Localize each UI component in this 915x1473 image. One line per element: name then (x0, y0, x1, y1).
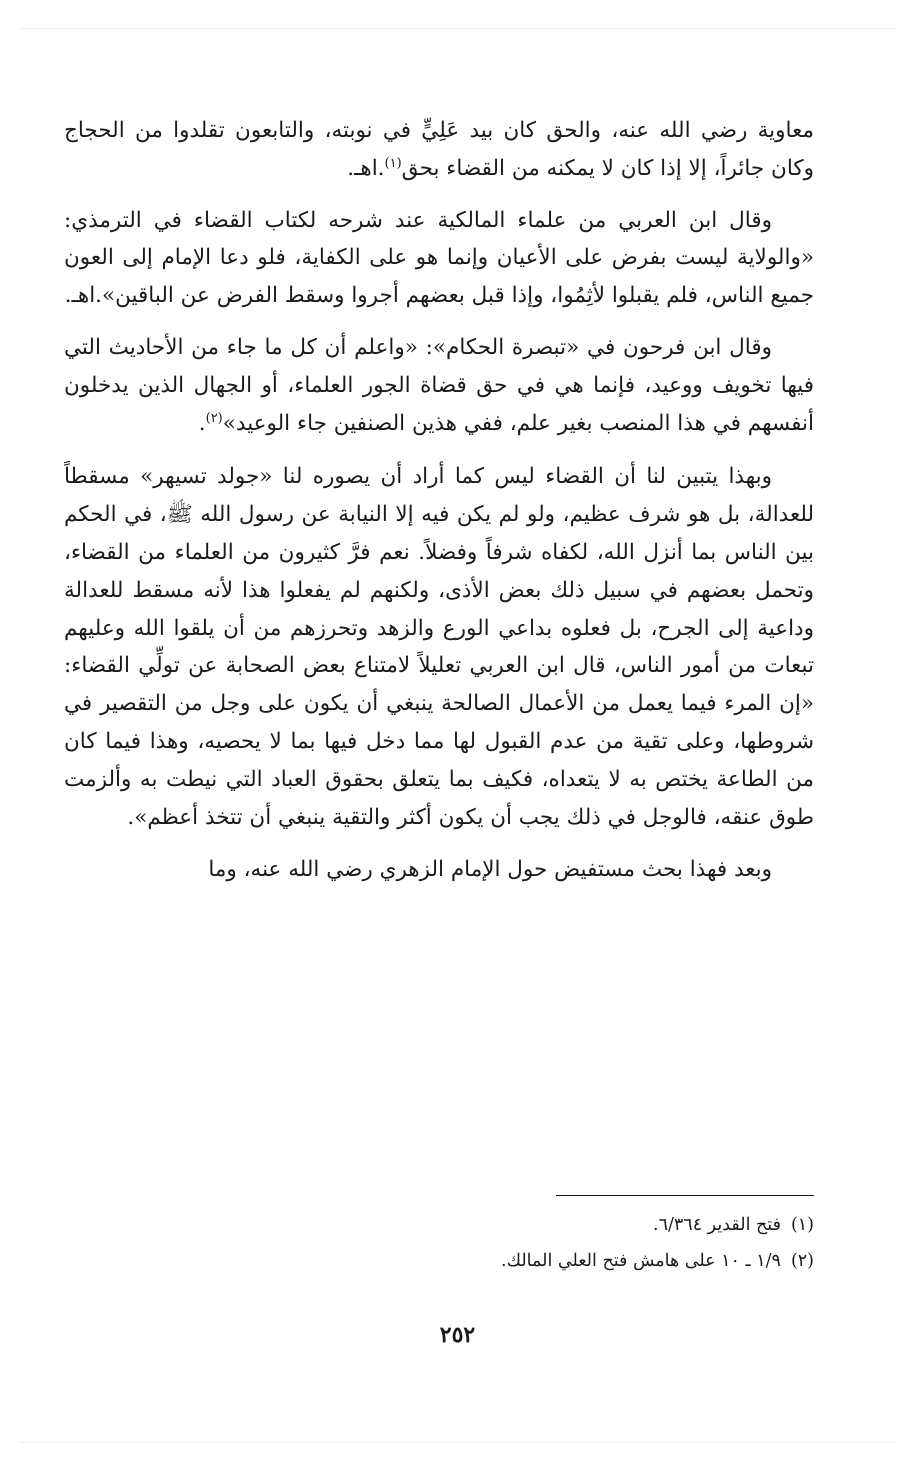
scan-edge-bottom (20, 1442, 895, 1443)
footnote-1 (64, 1207, 814, 1243)
paragraph-4: وبهذا يتبين لنا أن القضاء ليس كما أراد أن يصوره لنا «جولد تسيهر» مسقطاً للعدالة، بل هو شرف عظيم، ولو لم يكن فيه إلا النيابة عن رسول الله ﷺ، في الحكم بين الناس بما أنزل الله، لكفاه شرفاً وفضلاً. نعم فرَّ كثيرون من العلماء من القضاء، وتحمل بعضهم في سبيل ذلك بعض الأذى، ولكنهم لم يفعلوا هذا لأنه مسقط للعدالة وداعية إلى الجرح، بل فعلوه بداعي الورع والزهد وتحرزهم من أن يلقوا الله وعليهم تبعات من أمور الناس، قال ابن العربي تعليلاً لامتناع بعض الصحابة عن تولِّي القضاء: «إن المرء فيما يعمل من الأعمال الصالحة ينبغي أن يكون على وجل من التقصير في شروطها، وعلى تقية من عدم القبول لها مما دخل فيها بما لا يحصيه، وهذا فيما كان من الطاعة يختص به لا يتعداه، فكيف بما يتعلق بحقوق العباد التي نيطت به وألزمت طوق عنقه، فالوجل في ذلك يجب أن يكون أكثر والتقية ينبغي أن تتخذ أعظم». (64, 464, 814, 830)
paragraph-2: وقال ابن العربي من علماء المالكية عند شرحه لكتاب القضاء في الترمذي: «والولاية ليست بفرض على الأعيان وإنما هو على الكفاية، فلو دعا الإمام إلى العون جميع الناس، فلم يقبلوا لأثِمُوا، وإذا قبل بعضهم أجروا وسقط الفرض عن الباقين».اهـ. (64, 207, 814, 309)
footnote-ref-1[interactable]: (١) (384, 155, 402, 171)
footnotes (64, 1207, 814, 1279)
paragraph-1 (64, 112, 814, 188)
paragraph-1-text: معاوية رضي الله عنه، والحق كان بيد عَلِيٍّ في نوبته، والتابعون تقلدوا من الحجاج وكان جائراً، إلا إذا كان لا يمكنه من القضاء بحق (64, 118, 814, 181)
footnote-2-text: ١/٩ ـ ١٠ على هامش فتح العلي المالك. (501, 1251, 781, 1271)
main-text (64, 112, 814, 889)
footnote-1-number: (١) (790, 1215, 814, 1235)
footnote-ref-2[interactable]: (٢) (205, 410, 223, 426)
paragraph-1-end: .اهـ. (347, 155, 385, 181)
paragraph-3-text: وقال ابن فرحون في «تبصرة الحكام»: «واعلم أن كل ما جاء من الأحاديث التي فيها تخويف ووعيد، فإنما هي في حق قضاة الجور العلماء، أو الجهال الذين يدخلون أنفسهم في هذا المنصب بغير علم، ففي هذين الصنفين جاء الوعيد» (64, 334, 814, 436)
scan-edge-top (20, 28, 895, 29)
footnote-separator (556, 1195, 814, 1196)
footnote-2-number: (٢) (790, 1251, 814, 1271)
paragraph-3 (64, 329, 814, 442)
footnote-1-text: فتح القدير ٦/٣٦٤. (653, 1215, 781, 1235)
paragraph-3-end: . (198, 410, 206, 436)
page-number: ٢٥٢ (439, 1322, 476, 1348)
footnote-2 (64, 1243, 814, 1279)
paragraph-5: وبعد فهذا بحث مستفيض حول الإمام الزهري رضي الله عنه، وما (208, 857, 772, 883)
